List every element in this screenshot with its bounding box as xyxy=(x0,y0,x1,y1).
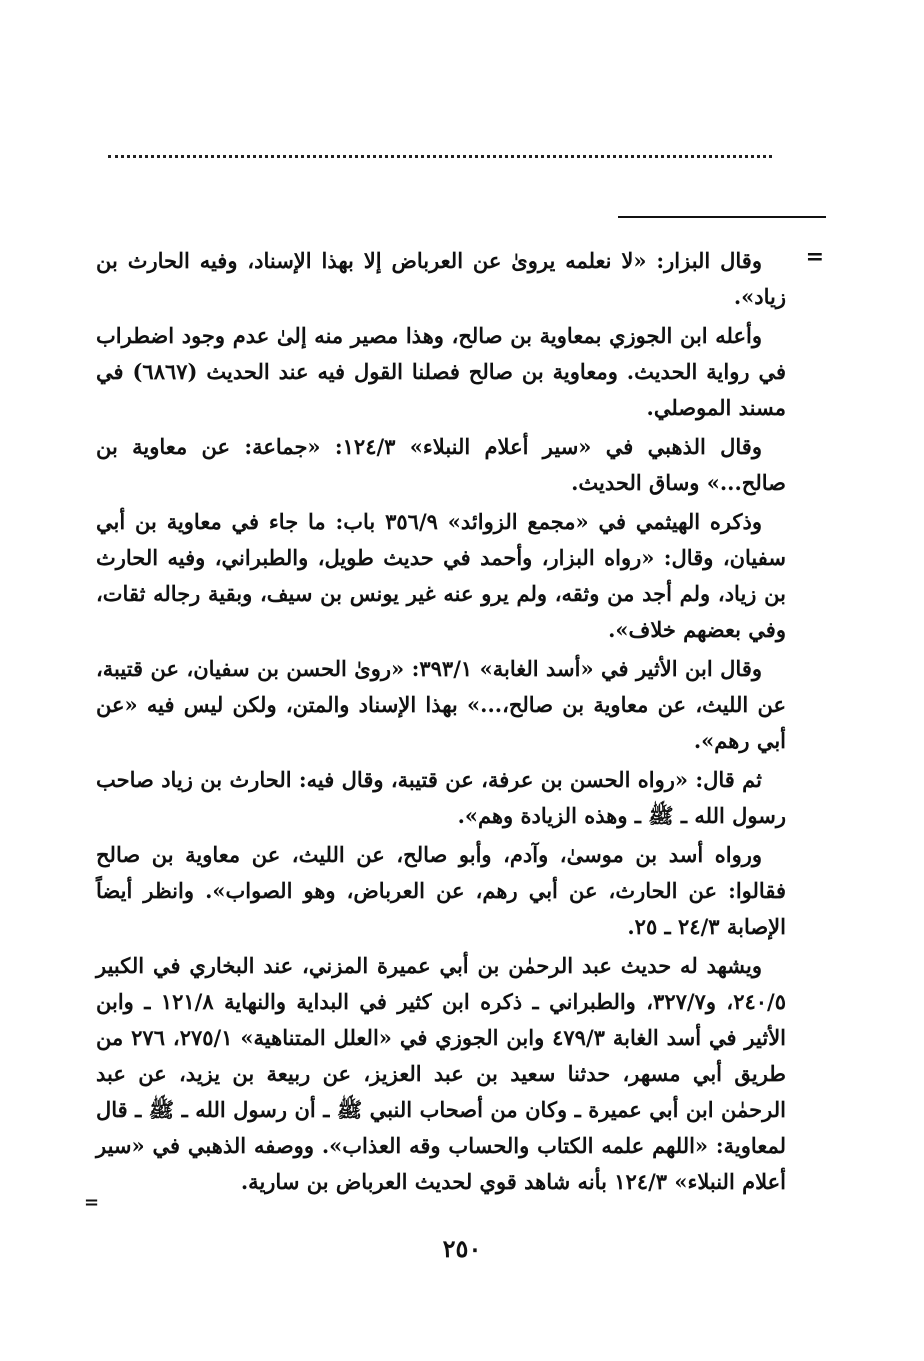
paragraph-bazzar: وقال البزار: «لا نعلمه يروىٰ عن العرباض إلا بهذا الإسناد، وفيه الحارث بن زياد». xyxy=(96,248,786,309)
dotted-separator xyxy=(108,155,772,158)
footnote-rule xyxy=(618,216,826,218)
end-mark: = xyxy=(84,1192,100,1213)
paragraph-haythami: وذكره الهيثمي في «مجمع الزوائد» ٣٥٦/٩ باب: ما جاء في معاوية بن أبي سفيان، وقال: «رواه البزار، وأحمد في حديث طويل، والطبراني، وفيه الحارث بن زياد، ولم أجد من وثقه، ولم يرو عنه غير يونس بن سيف، وبقية رجاله ثقات، وفي بعضهم خلاف». xyxy=(96,509,786,642)
page-number: ٢٥٠ xyxy=(442,1234,482,1263)
paragraph-ibn-al-athir: وقال ابن الأثير في «أسد الغابة» ٣٩٣/١: «روىٰ الحسن بن سفيان، عن قتيبة، عن الليث، عن معاوية بن صالح،...» بهذا الإسناد والمتن، ولكن ليس فيه «عن أبي رهم». xyxy=(96,656,786,753)
paragraph-hasan-bin-arafa: ثم قال: «رواه الحسن بن عرفة، عن قتيبة، وقال فيه: الحارث بن زياد صاحب رسول الله ـ ﷺ ـ وهذه الزيادة وهم». xyxy=(96,767,786,828)
paragraph-shahid: ويشهد له حديث عبد الرحمٰن بن أبي عميرة المزني، عند البخاري في الكبير ٢٤٠/٥، و٣٢٧/٧، والطبراني ـ ذكره ابن كثير في البداية والنهاية ١٢١/٨ ـ وابن الأثير في أسد الغابة ٤٧٩/٣ وابن الجوزي في «العلل المتناهية» ٢٧٥/١، ٢٧٦ من طريق أبي مسهر، حدثنا سعيد بن عبد العزيز، عن ربيعة بن يزيد، عن عبد الرحمٰن ابن أبي عميرة ـ وكان من أصحاب النبي ﷺ ـ أن رسول الله ـ ﷺ ـ قال لمعاوية: «اللهم علمه الكتاب والحساب وقه العذاب». ووصفه الذهبي في «سير أعلام النبلاء» ١٢٤/٣ بأنه شاهد قوي لحديث العرباض بن سارية. xyxy=(96,953,787,1194)
continuation-mark: = xyxy=(805,244,824,270)
paragraph-ibn-al-jawzi: وأعله ابن الجوزي بمعاوية بن صالح، وهذا مصير منه إلىٰ عدم وجود اضطراب في رواية الحديث. ومعاوية بن صالح فصلنا القول فيه عند الحديث (٦٨٦٧) في مسند الموصلي. xyxy=(96,323,786,420)
paragraph-asad-bin-musa: ورواه أسد بن موسىٰ، وآدم، وأبو صالح، عن الليث، عن معاوية بن صالح فقالوا: عن الحارث، عن أبي رهم، عن العرباض، وهو الصواب». وانظر أيضاً الإصابة ٢٤/٣ ـ ٢٥. xyxy=(96,842,786,939)
paragraph-dhahabi: وقال الذهبي في «سير أعلام النبلاء» ١٢٤/٣: «جماعة: عن معاوية بن صالح...» وساق الحديث. xyxy=(96,434,786,495)
footnote-body xyxy=(96,243,786,1203)
